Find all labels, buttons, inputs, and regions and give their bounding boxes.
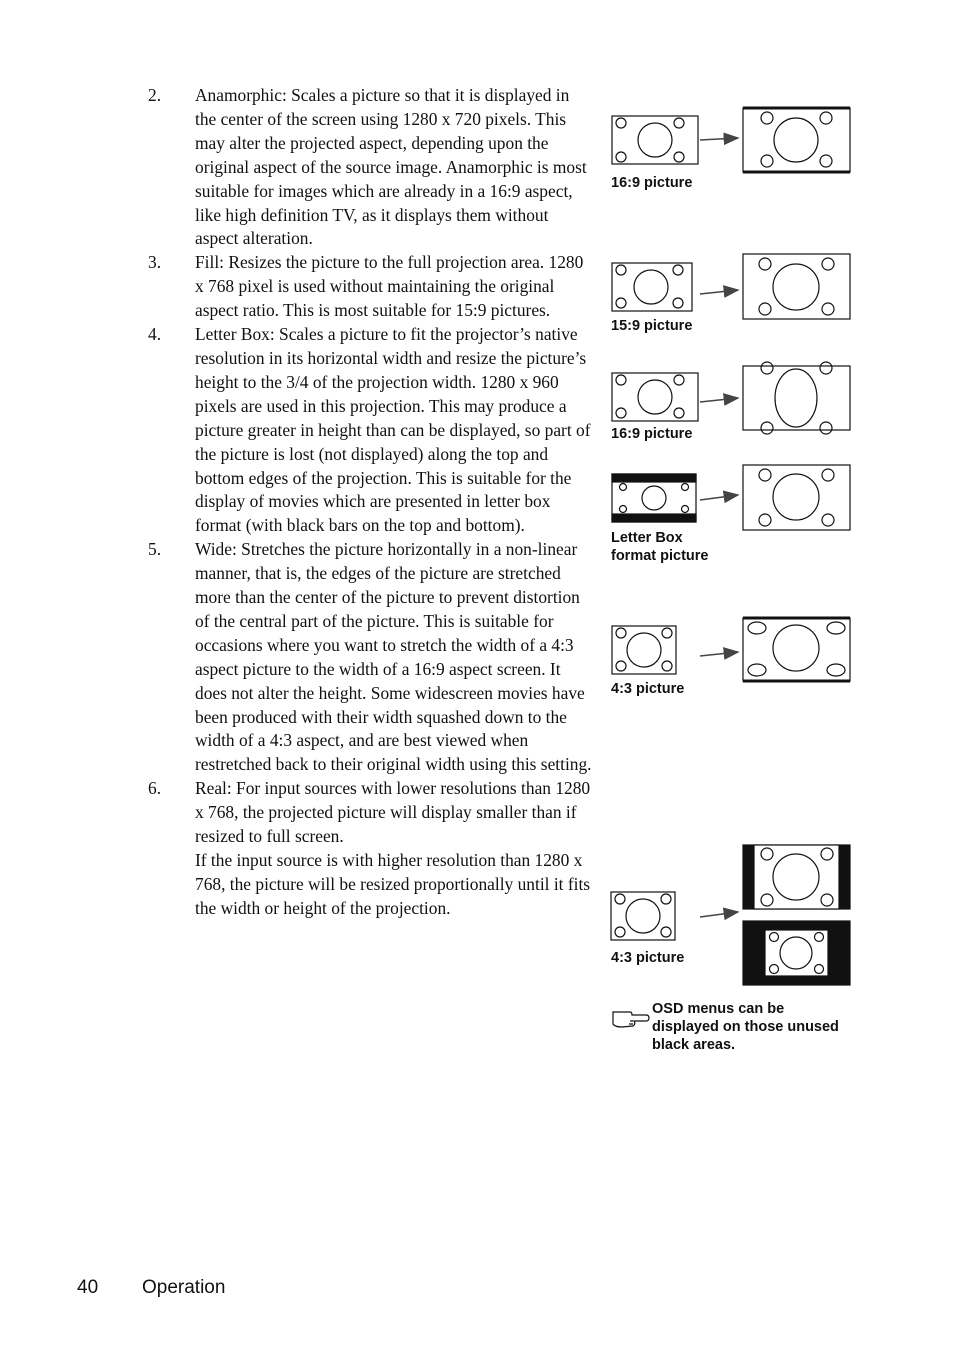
list-item-letter-box xyxy=(148,323,593,538)
item-text: : For input sources with lower resolutions than 1280 x 768, the projected picture will display smaller than if resized to full screen. xyxy=(195,778,591,847)
result-picture-anamorphic xyxy=(743,108,850,172)
result-picture-letterbox-format xyxy=(743,465,850,530)
osd-note-line3: black areas. xyxy=(652,1037,736,1053)
caption-fill: 15:9 picture xyxy=(611,318,693,334)
caption-letterbox-b-line2: format picture xyxy=(611,548,709,564)
caption-letterbox-a: 16:9 picture xyxy=(611,426,693,442)
osd-note-line1: OSD menus can be xyxy=(652,1001,785,1017)
item-term: Anamorphic xyxy=(195,85,282,105)
caption-wide: 4:3 picture xyxy=(611,681,685,697)
source-picture-16-9 xyxy=(612,116,698,164)
pointing-hand-icon xyxy=(613,1012,649,1027)
caption-letterbox-b-line1: Letter Box xyxy=(611,530,683,546)
item-text: : Scales a picture to fit the projector’s native resolution in its horizontal width and resize the picture’s height to the 3/4 of the projection width. 1280 x 960 pixels are used in this projection. This may produce a picture greater in height than can be displayed, so part of the picture is lost (not displayed) along the top and bottom edges of the projection. This is suitable for the display of movies which are presented in letter box format (with black bars on the top and bottom). xyxy=(195,324,591,536)
caption-anamorphic: 16:9 picture xyxy=(611,175,693,191)
item-term: Wide xyxy=(195,539,232,560)
item-term: Real xyxy=(195,778,227,799)
source-picture-letterbox-format xyxy=(612,474,696,522)
item-number: 6. xyxy=(148,778,162,799)
result-picture-fill xyxy=(743,254,850,319)
result-picture-real-fit-height xyxy=(743,845,850,909)
item-text-continued: If the input source is with higher resolution than 1280 x 768, the picture will be resized proportionally until it fits the width or height of the projection. xyxy=(195,850,591,918)
item-text: : Scales a picture so that it is displayed in the center of the screen using 1280 x 720 pixels. This may alter the projected aspect, depending upon the original aspect of the source image. Anamorphic is most suitable for images which are already in a 16:9 aspect, like high definition TV, as it displays them without aspect alteration. xyxy=(195,85,587,249)
item-text: : Stretches the picture horizontally in a non-linear manner, that is, the edges of the picture are stretched more than the center of the picture to prevent distortion of the central part of the picture. This is suitable for occasions where you want to stretch the width of a 4:3 aspect picture to the width of a 16:9 aspect screen. It does not alter the height. Some widescreen movies have been produced with their width squashed down to the width of a 4:3 aspect, and are best viewed when restretched back to their original width using this setting. xyxy=(195,539,592,775)
aspect-diagrams xyxy=(600,0,954,1100)
source-picture-15-9 xyxy=(612,263,692,311)
page-number: 40 xyxy=(77,1277,99,1298)
item-number: 4. xyxy=(148,324,162,345)
caption-letterbox-b xyxy=(611,529,709,565)
item-term: Fill xyxy=(195,252,220,273)
caption-real: 4:3 picture xyxy=(611,950,685,966)
item-term: Letter Box xyxy=(195,324,270,345)
source-picture-16-9-letterbox xyxy=(612,373,698,421)
mode-list xyxy=(148,84,593,921)
source-picture-4-3-real xyxy=(611,892,675,940)
list-item-real xyxy=(148,777,593,920)
osd-note-line2: displayed on those unused xyxy=(652,1019,839,1035)
transform-arrows xyxy=(700,138,738,917)
source-picture-4-3-wide xyxy=(612,626,676,674)
footer-section: Operation xyxy=(142,1277,226,1298)
item-number: 2. xyxy=(148,85,162,105)
result-picture-real-smaller xyxy=(743,921,850,985)
result-picture-letterbox-stretched xyxy=(743,362,850,434)
osd-note xyxy=(652,1000,954,1054)
list-item-wide xyxy=(148,538,593,777)
item-text: : Resizes the picture to the full projection area. 1280 x 768 pixel is used without maintaining the original aspect ratio. This is most suitable for 15:9 pictures. xyxy=(195,252,584,321)
list-item-fill xyxy=(148,251,593,323)
item-number: 3. xyxy=(148,252,162,273)
result-picture-wide xyxy=(743,618,850,681)
item-number: 5. xyxy=(148,539,162,560)
list-item-anamorphic xyxy=(148,84,593,251)
